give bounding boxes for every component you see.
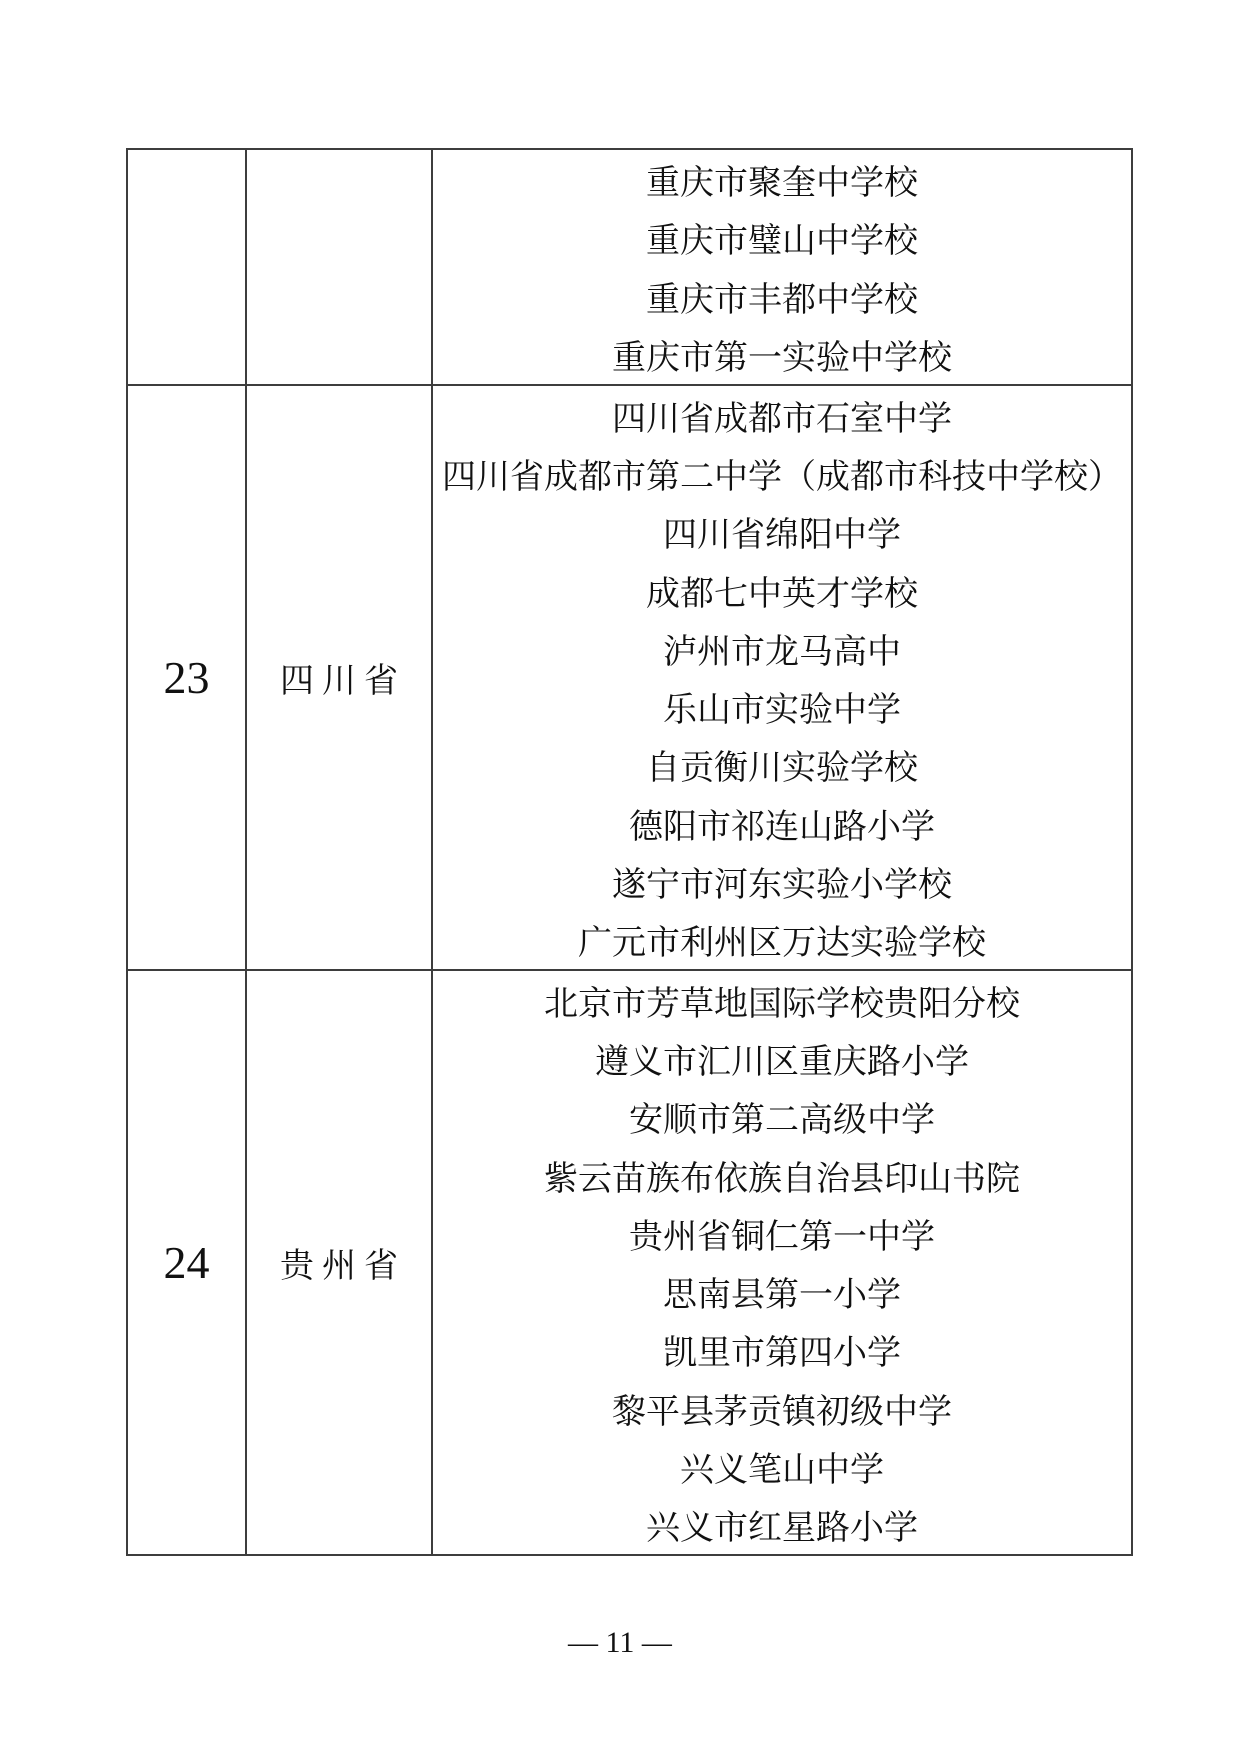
school-name: 遂宁市河东实验小学校	[612, 867, 952, 905]
school-name: 成都七中英才学校	[646, 575, 918, 613]
table-row	[128, 150, 1131, 384]
school-name: 黎平县茅贡镇初级中学	[612, 1393, 952, 1431]
school-name: 重庆市第一实验中学校	[612, 340, 952, 378]
school-name: 紫云苗族布依族自治县印山书院	[544, 1160, 1020, 1198]
schools-cell	[433, 971, 1131, 1554]
school-name: 自贡衡川实验学校	[646, 750, 918, 788]
school-name: 乐山市实验中学	[663, 692, 901, 730]
schools-cell	[433, 150, 1131, 384]
school-name: 重庆市丰都中学校	[646, 281, 918, 319]
school-name: 重庆市聚奎中学校	[646, 164, 918, 202]
province-cell	[247, 971, 433, 1554]
school-name: 兴义笔山中学	[680, 1452, 884, 1490]
province-school-table	[126, 148, 1133, 1556]
school-name: 兴义市红星路小学	[646, 1510, 918, 1548]
schools-cell	[433, 386, 1131, 969]
school-name: 遵义市汇川区重庆路小学	[595, 1043, 969, 1081]
school-name: 重庆市璧山中学校	[646, 223, 918, 261]
school-name: 泸州市龙马高中	[663, 633, 901, 671]
province-cell	[247, 386, 433, 969]
province-cell	[247, 150, 433, 384]
school-name: 凯里市第四小学	[663, 1335, 901, 1373]
row-number-cell: 23	[128, 386, 247, 969]
row-number-cell: 24	[128, 971, 247, 1554]
row-number-cell	[128, 150, 247, 384]
school-name: 德阳市祁连山路小学	[629, 808, 935, 846]
school-name: 贵州省铜仁第一中学	[629, 1218, 935, 1256]
table-row	[128, 384, 1131, 969]
province-label: 四川省	[280, 663, 406, 700]
school-name: 安顺市第二高级中学	[629, 1102, 935, 1140]
page-number: — 11 —	[568, 1626, 672, 1659]
school-name: 四川省绵阳中学	[663, 517, 901, 555]
school-name: 思南县第一小学	[663, 1277, 901, 1315]
province-label: 贵州省	[280, 1248, 406, 1285]
table-row	[128, 969, 1131, 1554]
school-name: 四川省成都市第二中学（成都市科技中学校）	[442, 458, 1122, 496]
school-name: 广元市利州区万达实验学校	[578, 925, 986, 963]
school-name: 北京市芳草地国际学校贵阳分校	[544, 985, 1020, 1023]
school-name: 四川省成都市石室中学	[612, 400, 952, 438]
